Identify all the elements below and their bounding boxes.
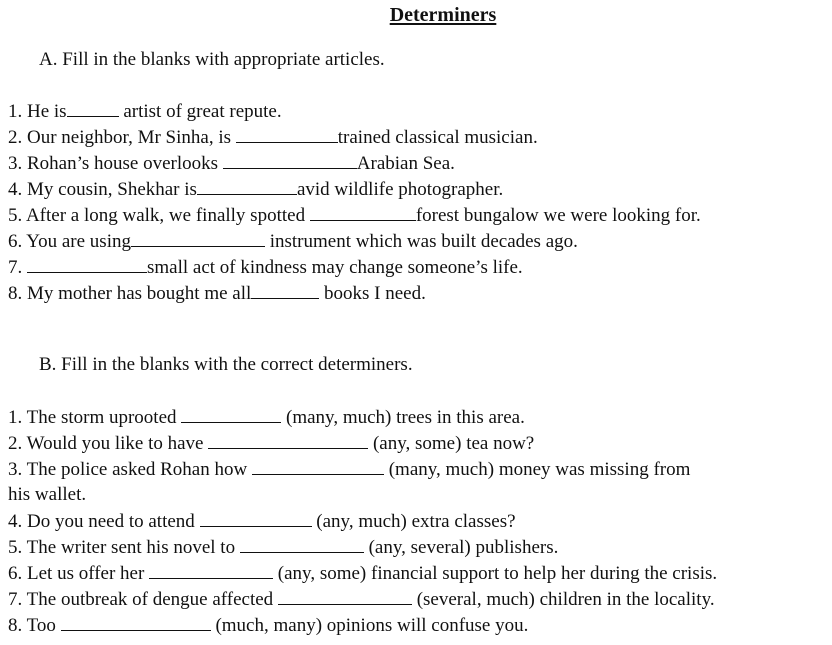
item-text-before: 7.	[8, 257, 27, 278]
item-text-before: 7. The outbreak of dengue affected	[8, 589, 278, 610]
item-text-before: 1. He is	[8, 101, 67, 122]
item-text-after: (any, several) publishers.	[363, 537, 559, 558]
item-text-after: Arabian Sea.	[356, 153, 455, 174]
item-text-before: 3. Rohan’s house overlooks	[8, 153, 223, 174]
section-a-item-4	[8, 178, 503, 201]
item-text-after: (many, much) trees in this area.	[281, 407, 525, 428]
item-text-before: 4. My cousin, Shekhar is	[8, 179, 197, 200]
answer-blank[interactable]	[181, 406, 281, 423]
item-text-after: (many, much) money was missing from	[383, 459, 691, 480]
section-b-item-1	[8, 406, 525, 429]
item-text-after: trained classical musician.	[337, 127, 538, 148]
item-text-after: instrument which was built decades ago.	[264, 231, 578, 252]
section-b-item-2	[8, 432, 534, 455]
item-text-before: 6. You are using	[8, 231, 131, 252]
answer-blank[interactable]	[208, 432, 368, 449]
item-text-before: 1. The storm uprooted	[8, 407, 182, 428]
answer-blank[interactable]	[223, 152, 357, 169]
answer-blank[interactable]	[67, 100, 119, 117]
item-text-after: forest bungalow we were looking for.	[415, 205, 701, 226]
item-text-before: 3. The police asked Rohan how	[8, 459, 252, 480]
answer-blank[interactable]	[131, 230, 265, 247]
section-a-item-3	[8, 152, 455, 175]
answer-blank[interactable]	[252, 458, 384, 475]
item-text-before: 6. Let us offer her	[8, 563, 150, 584]
answer-blank[interactable]	[236, 126, 338, 143]
item-text-after: (any, much) extra classes?	[311, 511, 516, 532]
section-b-item-8	[8, 614, 528, 637]
item-text-before: 5. After a long walk, we finally spotted	[8, 205, 310, 226]
answer-blank[interactable]	[240, 536, 364, 553]
item-text-after: artist of great repute.	[118, 101, 282, 122]
answer-blank[interactable]	[251, 282, 319, 299]
item-text-after: small act of kindness may change someone’s life.	[147, 257, 523, 278]
section-b-heading: B. Fill in the blanks with the correct determiners.	[39, 354, 413, 375]
section-b-item-4	[8, 510, 516, 533]
section-a-item-2	[8, 126, 538, 149]
item-text-after: (any, some) financial support to help her during the crisis.	[273, 563, 718, 584]
section-a-heading: A. Fill in the blanks with appropriate articles.	[39, 49, 385, 70]
item-text-before: 4. Do you need to attend	[8, 511, 200, 532]
section-b-item-7	[8, 588, 715, 611]
section-a-item-1	[8, 100, 282, 123]
page-title: Determiners	[389, 4, 497, 26]
section-b-item-3	[8, 458, 690, 481]
answer-blank[interactable]	[27, 256, 147, 273]
answer-blank[interactable]	[278, 588, 412, 605]
item-text-after: (any, some) tea now?	[368, 433, 535, 454]
answer-blank[interactable]	[61, 614, 211, 631]
item-text-after: (much, many) opinions will confuse you.	[210, 615, 529, 636]
section-b-item-6	[8, 562, 717, 585]
section-b-item-5	[8, 536, 558, 559]
item-text-after: books I need.	[319, 283, 426, 304]
section-a-item-7	[8, 256, 523, 279]
item-text-after: (several, much) children in the locality.	[411, 589, 715, 610]
section-a-item-5	[8, 204, 701, 227]
item-text-before: 8. My mother has bought me all	[8, 283, 252, 304]
section-a-item-6	[8, 230, 578, 253]
item-text-after: avid wildlife photographer.	[296, 179, 504, 200]
section-a-item-8	[8, 282, 426, 305]
answer-blank[interactable]	[310, 204, 416, 221]
item-text-before: 5. The writer sent his novel to	[8, 537, 240, 558]
item-text-before: 2. Our neighbor, Mr Sinha, is	[8, 127, 236, 148]
item-text-before: 8. Too	[8, 615, 61, 636]
item-text-before: 2. Would you like to have	[8, 433, 209, 454]
answer-blank[interactable]	[197, 178, 297, 195]
answer-blank[interactable]	[200, 510, 312, 527]
answer-blank[interactable]	[149, 562, 273, 579]
section-b-item-3-continuation: his wallet.	[8, 484, 87, 505]
